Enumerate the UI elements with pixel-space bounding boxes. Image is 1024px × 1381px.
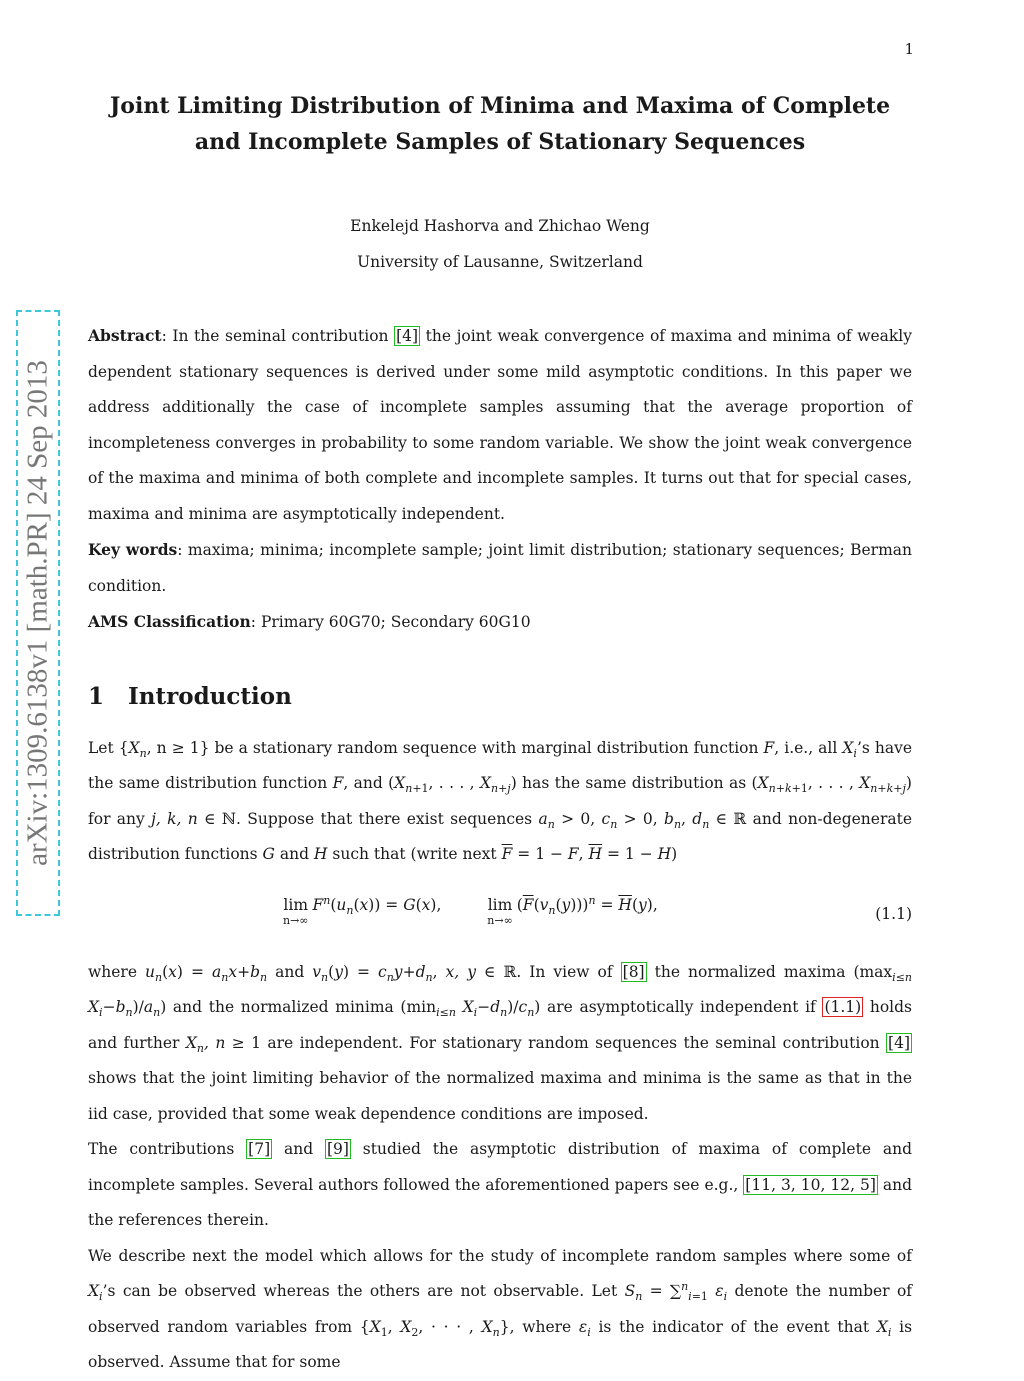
affiliation: University of Lausanne, Switzerland xyxy=(357,253,643,271)
paper-title xyxy=(90,88,910,160)
equation-number: (1.1) xyxy=(875,904,912,923)
title-line-2: and Incomplete Samples of Stationary Sequences xyxy=(194,129,806,155)
equation-ref-link[interactable]: (1.1) xyxy=(824,998,862,1016)
citation-link[interactable]: [4] xyxy=(888,1033,911,1052)
keywords: Key words: maxima; minima; incomplete sample; joint limit distribution; stationary sequences; Berman condition. xyxy=(88,540,912,595)
keywords-label: Key words xyxy=(88,540,178,559)
arxiv-sidebar-stamp xyxy=(16,310,60,916)
paragraph-2: where $u_n(x) = a_nx+b_n$ and $v_n(y) = c_ny+d_n$, x, y ∈ ℝ. In view of [8] the normalized maxima ($\max_{i\le n}$ $X_i-b_n)/a_n$) and the normalized minima ($\min_{i\le n}$ $X_i-d_n)/c_n$) are asymptotically independent if (1.1) holds and further $X_n$, n ≥ 1 are independent. For stationary random sequences the seminal contribution [4] shows that the joint limiting behavior of the normalized maxima and minima is the same as that in the iid case, provided that some weak dependence conditions are imposed. xyxy=(88,962,913,1123)
equation-1-1 xyxy=(88,881,912,951)
abstract-label: Abstract xyxy=(88,326,162,345)
paper-body xyxy=(88,318,912,1381)
arxiv-identifier: arXiv:1309.6138v1 [math.PR] 24 Sep 2013 xyxy=(21,360,54,866)
page-number: 1 xyxy=(904,40,914,58)
section-number: 1 xyxy=(88,682,105,710)
citation-link[interactable]: [7] xyxy=(248,1140,271,1158)
citation-link[interactable]: [4] xyxy=(396,327,419,345)
paragraph-4: We describe next the model which allows for the study of incomplete random samples where some of $X_i’s$ can be observed whereas the others are not observable. Let $S_n = \sum^n_{i=1}$ $\varepsilon_i$ denote the number of observed random variables from {$X_1$, $X_2$, · · · , $X_n$}, where $\varepsilon_i$ is the indicator of the event that $X_i$ is observed. Assume that for some xyxy=(88,1246,913,1371)
abstract: Abstract: In the seminal contribution [4] the joint weak convergence of maxima and minima of weakly dependent stationary sequences is derived under some mild asymptotic conditions. In this paper we address additionally the case of incomplete samples assuming that the average proportion of incompleteness converges in probability to some random variable. We show the joint weak convergence of the maxima and minima of both complete and incomplete samples. It turns out that for special cases, maxima and minima are asymptotically independent. xyxy=(88,326,912,523)
title-line-1: Joint Limiting Distribution of Minima and Maxima of Complete xyxy=(109,93,891,119)
lim-subscript: n→∞ xyxy=(487,913,513,927)
ams-label: AMS Classification xyxy=(88,612,251,631)
paragraph-3: The contributions [7] and [9] studied the asymptotic distribution of maxima of complete and incomplete samples. Several authors followed the aforementioned papers see e.g., [11, 3, 10, 12, 5] and the references therein. xyxy=(88,1140,912,1229)
equation-body: lim n→∞ $F^n(u_n(x)) = G(x)$, lim n→∞ $(\overline{F}(v_n(y)))^n = \overline{H}(y)$, xyxy=(283,893,658,927)
paragraph-1: Let {$X_n$, n ≥ 1} be a stationary random sequence with marginal distribution function F, i.e., all $X_i’s$ have the same distribution function F, and ($X_{n+1}$, . . . , $X_{n+j}$) has the same distribution as ($X_{n+k+1}$, . . . , $X_{n+k+j}$) for any j, k, n ∈ ℕ. Suppose that there exist sequences $a_n > 0$, $c_n > 0$, $b_n$, $d_n$ ∈ ℝ and non-degenerate distribution functions G and H such that (write next $\overline{F} = 1 - F$, $\overline{H} = 1 - H$) xyxy=(88,738,913,863)
citation-link[interactable]: [9] xyxy=(326,1140,349,1158)
section-title: Introduction xyxy=(128,682,292,710)
citation-link[interactable]: [8] xyxy=(622,962,645,981)
citation-link-group[interactable]: [11, 3, 10, 12, 5] xyxy=(745,1175,876,1194)
lim-subscript: n→∞ xyxy=(283,913,309,927)
authors: Enkelejd Hashorva and Zhichao Weng xyxy=(350,217,650,235)
section-heading xyxy=(88,679,912,715)
ams-classification: AMS Classification: Primary 60G70; Secondary 60G10 xyxy=(88,612,531,631)
